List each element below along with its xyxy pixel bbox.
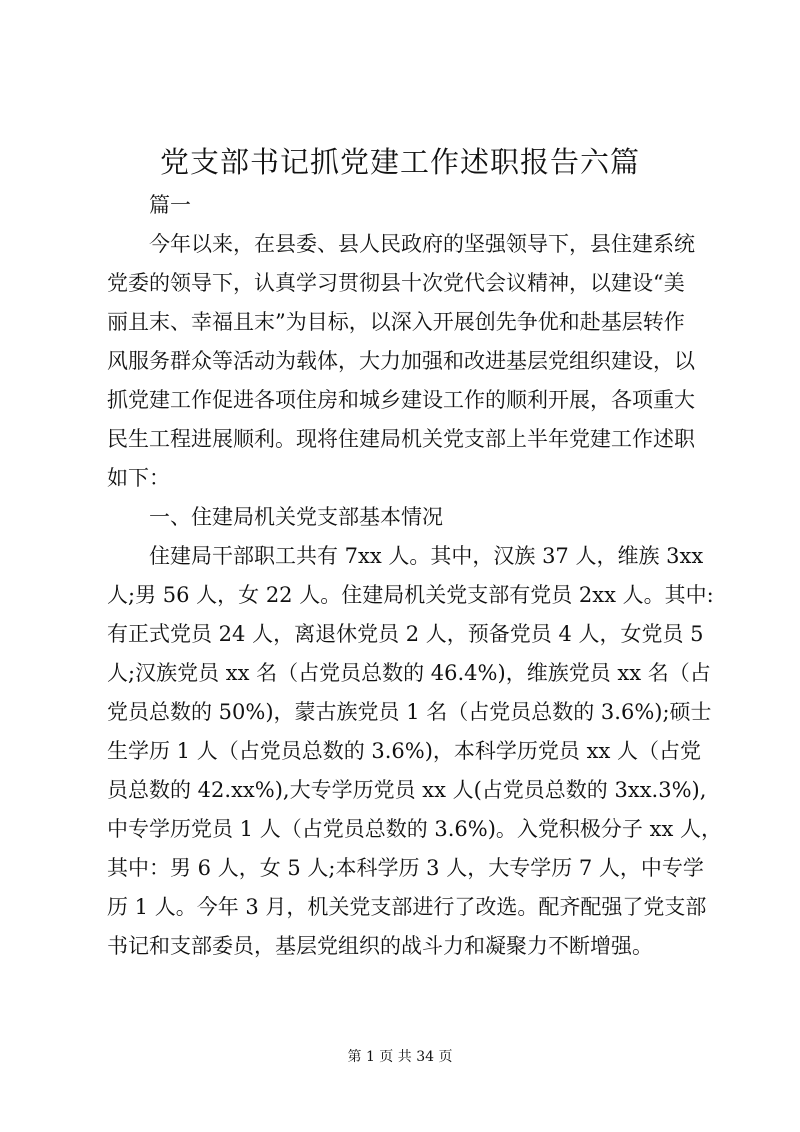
body-line: 今年以来，在县委、县人民政府的坚强领导下，县住建系统 xyxy=(149,232,695,256)
body-line: 住建局干部职工共有 7xx 人。其中，汉族 37 人，维族 3xx xyxy=(149,544,704,568)
body-line: 丽且末、幸福且末”为目标，以深入开展创先争优和赴基层转作 xyxy=(107,310,685,334)
body-line: 生学历 1 人（占党员总数的 3.6%)，本科学历党员 xx 人（占党 xyxy=(107,739,701,763)
body-line: 民生工程进展顺利。现将住建局机关党支部上半年党建工作述职 xyxy=(107,427,695,451)
body-line: 其中：男 6 人，女 5 人;本科学历 3 人，大专学历 7 人，中专学 xyxy=(107,856,704,880)
document-body xyxy=(107,186,722,966)
body-line: 党员总数的 50%)，蒙古族党员 1 名（占党员总数的 3.6%);硕士 xyxy=(107,700,712,724)
section-heading: 一、住建局机关党支部基本情况 xyxy=(149,505,443,529)
body-line: 人;男 56 人，女 22 人。住建局机关党支部有党员 2xx 人。其中: xyxy=(107,583,714,607)
body-line: 党委的领导下，认真学习贯彻县十次党代会议精神，以建设“美 xyxy=(107,271,685,295)
body-line: 风服务群众等活动为载体，大力加强和改进基层党组织建设，以 xyxy=(107,349,695,373)
body-line: 篇一 xyxy=(149,193,191,217)
body-line: 中专学历党员 1 人（占党员总数的 3.6%)。入党积极分子 xx 人， xyxy=(107,817,722,841)
body-line: 员总数的 42.xx%),大专学历党员 xx 人(占党员总数的 3xx.3%), xyxy=(107,778,707,802)
body-line: 书记和支部委员，基层党组织的战斗力和凝聚力不断增强。 xyxy=(107,934,653,958)
body-line: 人;汉族党员 xx 名（占党员总数的 46.4%)，维族党员 xx 名（占 xyxy=(107,661,711,685)
document-title: 党支部书记抓党建工作述职报告六篇 xyxy=(159,145,640,179)
body-line: 有正式党员 24 人，离退休党员 2 人，预备党员 4 人，女党员 5 xyxy=(107,622,704,646)
page-number: 第 1 页 共 34 页 xyxy=(347,1049,453,1065)
body-line: 抓党建工作促进各项住房和城乡建设工作的顺利开展，各项重大 xyxy=(107,388,695,412)
body-line: 如下： xyxy=(107,466,170,490)
body-line: 历 1 人。今年 3 月，机关党支部进行了改选。配齐配强了党支部 xyxy=(107,895,707,919)
